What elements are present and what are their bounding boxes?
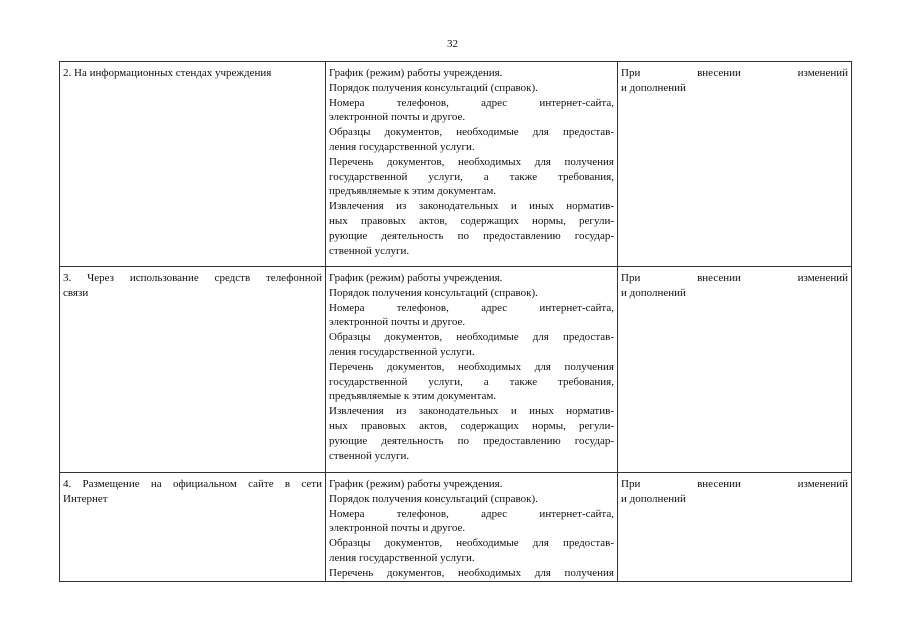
content-cell [326,267,618,473]
content-line: ных правовых актов, содержащих нормы, регули- [329,214,614,227]
content-line: предъявляемые к этим документам. [329,390,497,403]
content-line: ных правовых актов, содержащих нормы, регули- [329,419,614,432]
info-methods-table [59,61,852,582]
method-text-line2: связи [63,286,89,299]
content-line: График (режим) работы учреждения. [329,478,503,490]
update-cell [618,473,852,582]
table-row [60,473,852,582]
content-line: Образцы документов, необходимые для предостав- [329,331,614,344]
content-line: Порядок получения консультаций (справок). [329,492,538,505]
content-line: рующие деятельность по предоставлению государ- [329,434,614,447]
content-line: ления государственной услуги. [329,140,475,153]
method-text-line1: 4. Размещение на официальном сайте в сети [63,478,322,490]
content-line: Извлечения из законодательных и иных норматив- [329,405,614,418]
content-line: Перечень документов, необходимых для получения [329,155,614,168]
content-line: ления государственной услуги. [329,551,475,564]
content-line: Извлечения из законодательных и иных норматив- [329,200,614,213]
content-line: электронной почты и другое. [329,111,466,124]
content-line: Номера телефонов, адрес интернет-сайта, [329,301,614,314]
content-line: ственной услуги. [329,244,410,257]
content-line: Номера телефонов, адрес интернет-сайта, [329,96,614,109]
content-line: График (режим) работы учреждения. [329,272,503,284]
method-text-line1: 3. Через использование средств телефонной [63,272,322,284]
content-line: ственной услуги. [329,449,410,462]
content-line: рующие деятельность по предоставлению государ- [329,229,614,242]
method-cell [60,473,326,582]
content-line: ления государственной услуги. [329,345,475,358]
update-text-line2: и дополнений [621,81,686,94]
update-cell [618,267,852,473]
table-row [60,267,852,473]
method-text-line2: Интернет [63,492,108,505]
content-line: Порядок получения консультаций (справок). [329,81,538,94]
content-line: Образцы документов, необходимые для предостав- [329,537,614,550]
content-line: Перечень документов, необходимых для получения [329,360,614,373]
method-cell [60,62,326,267]
content-line: предъявляемые к этим документам. [329,185,497,198]
update-text-line1: При внесении изменений [621,67,848,79]
content-cell [326,473,618,582]
content-line: График (режим) работы учреждения. [329,67,503,79]
update-text-line1: При внесении изменений [621,478,848,490]
content-line: электронной почты и другое. [329,316,466,329]
content-line: Номера телефонов, адрес интернет-сайта, [329,507,614,520]
update-text-line2: и дополнений [621,286,686,299]
table-row [60,62,852,267]
page-number: 32 [447,38,458,50]
update-text-line1: При внесении изменений [621,272,848,284]
content-line: Образцы документов, необходимые для предостав- [329,126,614,139]
method-text: 2. На информационных стендах учреждения [63,67,272,79]
content-cell [326,62,618,267]
content-line: электронной почты и другое. [329,522,466,535]
content-line: государственной услуги, а также требования, [329,170,614,183]
content-line: Порядок получения консультаций (справок). [329,286,538,299]
content-line: государственной услуги, а также требования, [329,375,614,388]
update-text-line2: и дополнений [621,492,686,505]
update-cell [618,62,852,267]
method-cell [60,267,326,473]
content-line: Перечень документов, необходимых для получения [329,566,614,579]
